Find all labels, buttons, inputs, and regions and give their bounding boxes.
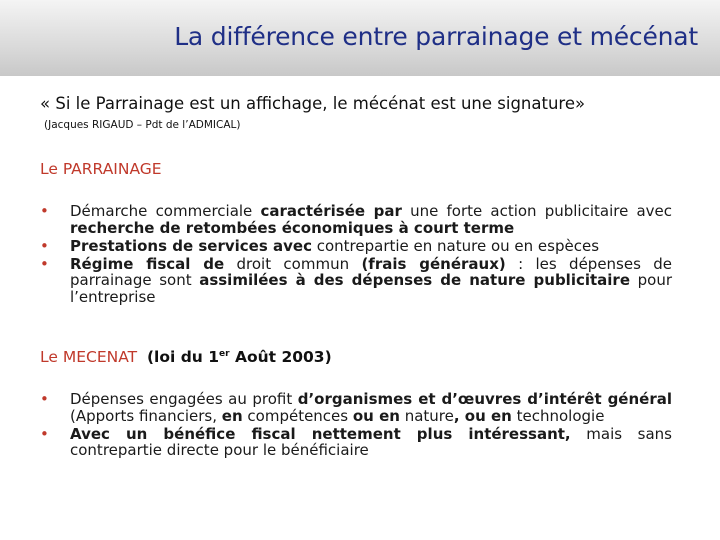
text-bold: (frais généraux) <box>361 254 506 273</box>
slide-title: La différence entre parrainage et mécénat <box>174 22 698 51</box>
quote-author: (Jacques RIGAUD – Pdt de l’ADMICAL) <box>44 119 241 131</box>
parrainage-list <box>40 203 672 307</box>
mecenat-note <box>147 348 332 366</box>
note-superscript: er <box>219 348 230 359</box>
list-item <box>40 238 672 255</box>
text: droit commun <box>224 254 362 273</box>
text-bold: caractérisée par <box>260 202 402 220</box>
text-bold: en <box>221 406 243 425</box>
parrainage-heading: Le PARRAINAGE <box>40 160 162 178</box>
mecenat-heading: Le MECENAT <box>40 348 138 366</box>
section-heading-mecenat <box>40 348 332 366</box>
list-item <box>40 426 672 459</box>
list-item <box>40 391 672 424</box>
text: technologie <box>511 406 605 425</box>
text-bold: recherche de retombées économiques à court terme <box>70 218 515 237</box>
section-heading-parrainage <box>40 160 162 178</box>
text: contrepartie en nature ou en espèces <box>311 236 600 255</box>
text-bold: Prestations de services avec <box>70 236 312 255</box>
text: nature <box>399 406 454 425</box>
title-bar <box>0 0 720 76</box>
note-text: (loi du 1 <box>146 348 220 366</box>
note-text: Août 2003) <box>229 348 332 366</box>
text: pour l’entreprise <box>70 271 672 306</box>
quote: « Si le Parrainage est un affichage, le mécénat est une signature» <box>40 94 586 113</box>
text-bold: assimilées à des dépenses de nature publicitaire <box>199 271 631 289</box>
text: (Apports financiers, <box>70 406 222 425</box>
text: Dépenses engagées au profit <box>70 390 298 408</box>
mecenat-list <box>40 391 672 460</box>
bullet-icon: • <box>40 390 49 408</box>
bullet-icon: • <box>40 236 49 255</box>
bullet-icon: • <box>40 202 49 220</box>
text: mais sans contrepartie directe pour le bénéficiaire <box>70 424 672 459</box>
text-bold: ou en <box>352 406 400 425</box>
text: : les dépenses de parrainage sont <box>70 254 673 289</box>
text: Démarche commerciale <box>70 202 261 220</box>
text-bold: , ou en <box>453 406 512 425</box>
text-bold: Régime fiscal de <box>70 254 225 273</box>
list-item <box>40 203 672 236</box>
list-item <box>40 256 672 306</box>
bullet-icon: • <box>40 254 49 273</box>
text-bold: Avec un bénéfice fiscal nettement plus intéressant, <box>70 424 571 443</box>
bullet-icon: • <box>40 424 49 443</box>
text-bold: d’organismes et d’œuvres d’intérêt général <box>297 390 672 408</box>
text: une forte action publicitaire avec <box>401 202 673 220</box>
text: compétences <box>242 406 353 425</box>
